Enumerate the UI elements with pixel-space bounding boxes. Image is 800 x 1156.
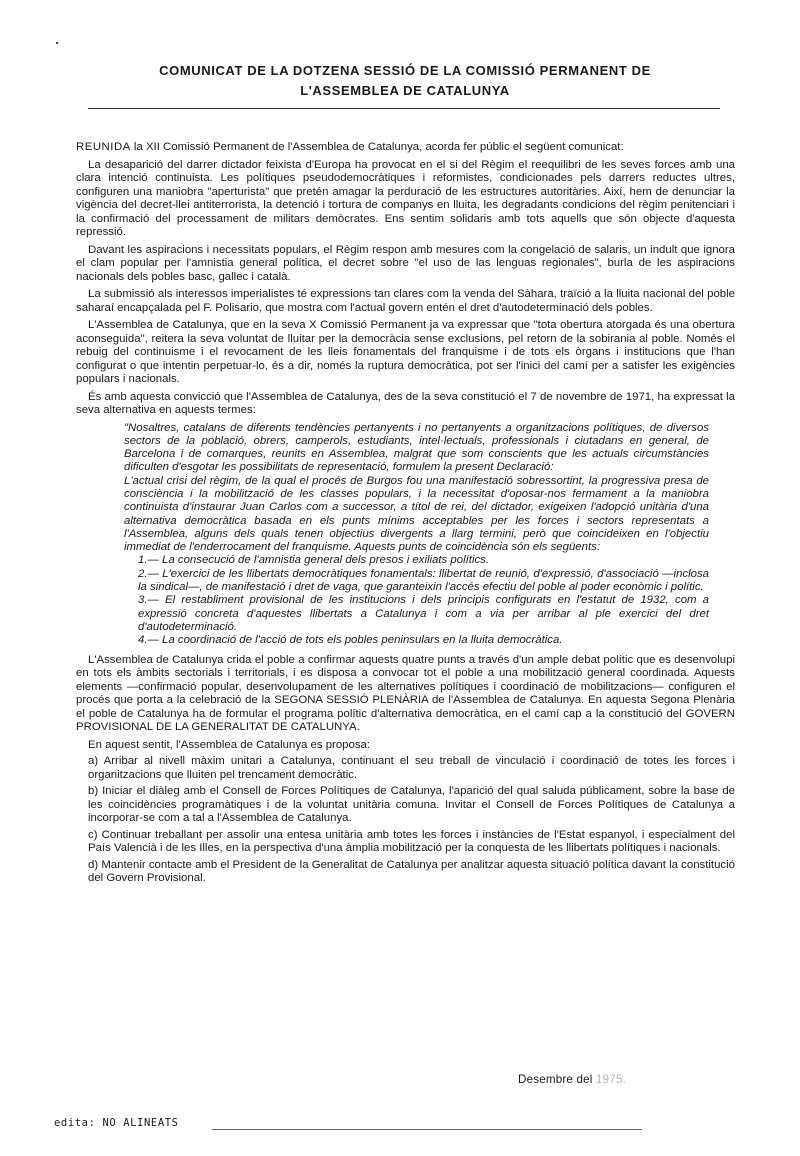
- proposal-item: b) Iniciar el diàleg amb el Consell de Forces Polítiques de Catalunya, l'aparició del qual saluda públicament, sobre la base de les coincidències programàtiques i de la voluntat unitària comuna. Invitar el Consell de Forces Polítiques de Catalunya a incorporar-se com a tal a l'Assemblea de Catalunya.: [88, 785, 735, 825]
- proposal-item: a) Arribar al nivell màxim unitari a Catalunya, continuant el seu treball de vinculació i coordinació de totes les forces i organitzacions que lluiten pel trencament democràtic.: [88, 755, 735, 781]
- quote-paragraph: "Nosaltres, catalans de diferents tendències pertanyents i no pertanyents a organitzacions polítiques, de diversos sectors de la població, obrers, camperols, estudiants, intel·lectuals, professionals i ciutadans en general, de Barcelona i de comarques, reunits en Assemblea, malgrat que som conscients que les actuals circumstàncies dificulten d'esgotar les possibilitats de representació, formulem la present Declaració:: [124, 421, 709, 474]
- paragraph: La desaparició del darrer dictador feixista d'Europa ha provocat en el si del Règim el reequilibri de les seves forces amb una clara intenció continuista. Les polítiques pseudodemocràtiques i reformistes, condicionades pels darrers reductes ultres, configuren una maniobra "aperturista" que pretén amagar la perduració de les estructures autoritàries. Així, hem de denunciar la vigència del decret-llei antiterrorista, la detenció i tortura de companys en lluita, les degradants condicions del règim penitenciari i la confirmació del processament de militars demòcrates. Ens sentim solidaris amb tots aquells que són objecte d'aquesta repressió.: [76, 158, 735, 238]
- paragraph: Davant les aspiracions i necessitats populars, el Règim respon amb mesures com la congelació de salaris, un indult que ignora el clam popular per l'amnistia general política, el decret sobre "el uso de las lenguas regionales", burla de les aspiracions nacionals dels pobles basc, gallec i català.: [76, 243, 735, 283]
- declaration-quote: [76, 422, 735, 648]
- paragraph: L'Assemblea de Catalunya crida el poble a confirmar aquests quatre punts a través d'un ample debat polític que es desenvolupi en tots els àmbits sectorials i territorials, i es disposa a convocar tot el poble a una mobilització general coordinada. Aquests elements —confirmació popular, desenvolupament de les alternatives polítiques i coordinació de mobilitzacions— configuren el procés que porta a la celebració de la SEGONA SESSIÓ PLENÀRIA de l'Assemblea de Catalunya. En aquesta Segona Plenària el poble de Catalunya ha de formular el programa polític d'alternativa democràtica, en el camí cap a la constitució del GOVERN PROVISIONAL DE LA GENERALITAT DE CATALUNYA.: [76, 653, 735, 734]
- paragraph: L'Assemblea de Catalunya, que en la seva X Comissió Permanent ja va expressar que "tota obertura atorgada és una obertura aconseguida", reitera la seva voluntat de lluitar per la democràcia sense exclusions, pel retorn de la sobirania al poble. Només el rebuig del continuisme i el revocament de les lleis fonamentals del franquisme i de tots els òrgans i institucions que l'han configurat o que intentin perpetuar-lo, és a dir, només la ruptura democràtica, pot ser l'inici del camí per a satisfer les exigències populars i nacionals.: [76, 319, 735, 385]
- intro-rest: la XII Comissió Permanent de l'Assemblea de Catalunya, acorda fer públic el següent comunicat:: [130, 141, 624, 153]
- quote-point: 3.— El restabliment provisional de les institucions i dels principis configurats en l'estatut de 1932, com a expressió concreta d'aquestes llibertats a Catalunya i com a via per arribar al ple exercici del dret d'autodeterminació.: [138, 594, 709, 633]
- signoff-year: 1975.: [596, 1073, 627, 1086]
- quote-point: 4.— La coordinació de l'acció de tots els pobles peninsulars en la lluita democràtica.: [138, 634, 563, 647]
- proposal-item: d) Mantenir contacte amb el President de la Generalitat de Catalunya per analitzar aquesta situació política davant la constitució del Govern Provisional.: [88, 858, 735, 885]
- publisher-credit: edita: NO ALINEATS: [54, 1117, 179, 1129]
- intro-lead: REUNIDA: [76, 141, 131, 153]
- intro-paragraph: [76, 141, 735, 155]
- quote-point: 1.— La consecució de l'amnistia general dels presos i exiliats polítics.: [138, 554, 490, 567]
- footer-divider: [212, 1129, 642, 1130]
- document-title: [80, 61, 730, 101]
- quote-point: 2.— L'exercici de les llibertats democràtiques fonamentals: llibertat de reunió, d'expressió, d'associació —inclosa la sindical—, de manifestació i dret de vaga, que garanteixin l'accés efectiu del poble al poder econòmic i polític.: [138, 567, 709, 594]
- signoff-month: Desembre del: [518, 1073, 596, 1086]
- proposal-item: c) Continuar treballant per assolir una entesa unitària amb totes les forces i instàncies de l'Estat espanyol, i especialment del País Valencià i de les Illes, en la perspectiva d'una àmplia mobilització per la conquesta de les llibertats polítiques i nacionals.: [88, 828, 735, 855]
- title-divider: [88, 108, 720, 109]
- paragraph: És amb aquesta convicció que l'Assemblea de Catalunya, des de la seva constitució el 7 de novembre de 1971, ha expressat la seva alternativa en aquests termes:: [76, 390, 735, 416]
- title-line-1: COMUNICAT DE LA DOTZENA SESSIÓ DE LA COMISSIÓ PERMANENT DE: [159, 63, 651, 78]
- communique-body: [76, 141, 735, 889]
- paragraph: La submissió als interessos imperialistes té expressions tan clares com la venda del Sàhara, traïció a la lluita nacional del poble saharaí encapçalada pel F. Polisario, que mostra com l'actual govern entén el dret d'autodeterminació dels pobles.: [76, 288, 735, 314]
- proposals-list: [76, 739, 735, 886]
- date-signoff: [518, 1073, 626, 1086]
- title-line-2: L'ASSEMBLEA DE CATALUNYA: [300, 83, 510, 98]
- quote-paragraph: L'actual crisi del règim, de la qual el procés de Burgos fou una manifestació sobressortint, la progressiva presa de consciència i la mobilització de les classes populars, i la necessitat d'oposar-nos fermament a la maniobra continuista d'instaurar Juan Carlos com a successor, a títol de rei, del dictador, exigeixen l'adopció unitària d'una alternativa democràtica basada en els punts mínims acceptables per les forces i sectors representats a l'Assemblea, alguns dels quals tenen objectius divergents a llarg termini, però que coincideixen en l'objectiu immediat de l'enderrocament del franquisme. Aquests punts de coincidència són els següents:: [124, 474, 709, 554]
- proposals-lead: En aquest sentit, l'Assemblea de Catalunya es proposa:: [88, 738, 371, 751]
- scan-speck: [56, 42, 58, 44]
